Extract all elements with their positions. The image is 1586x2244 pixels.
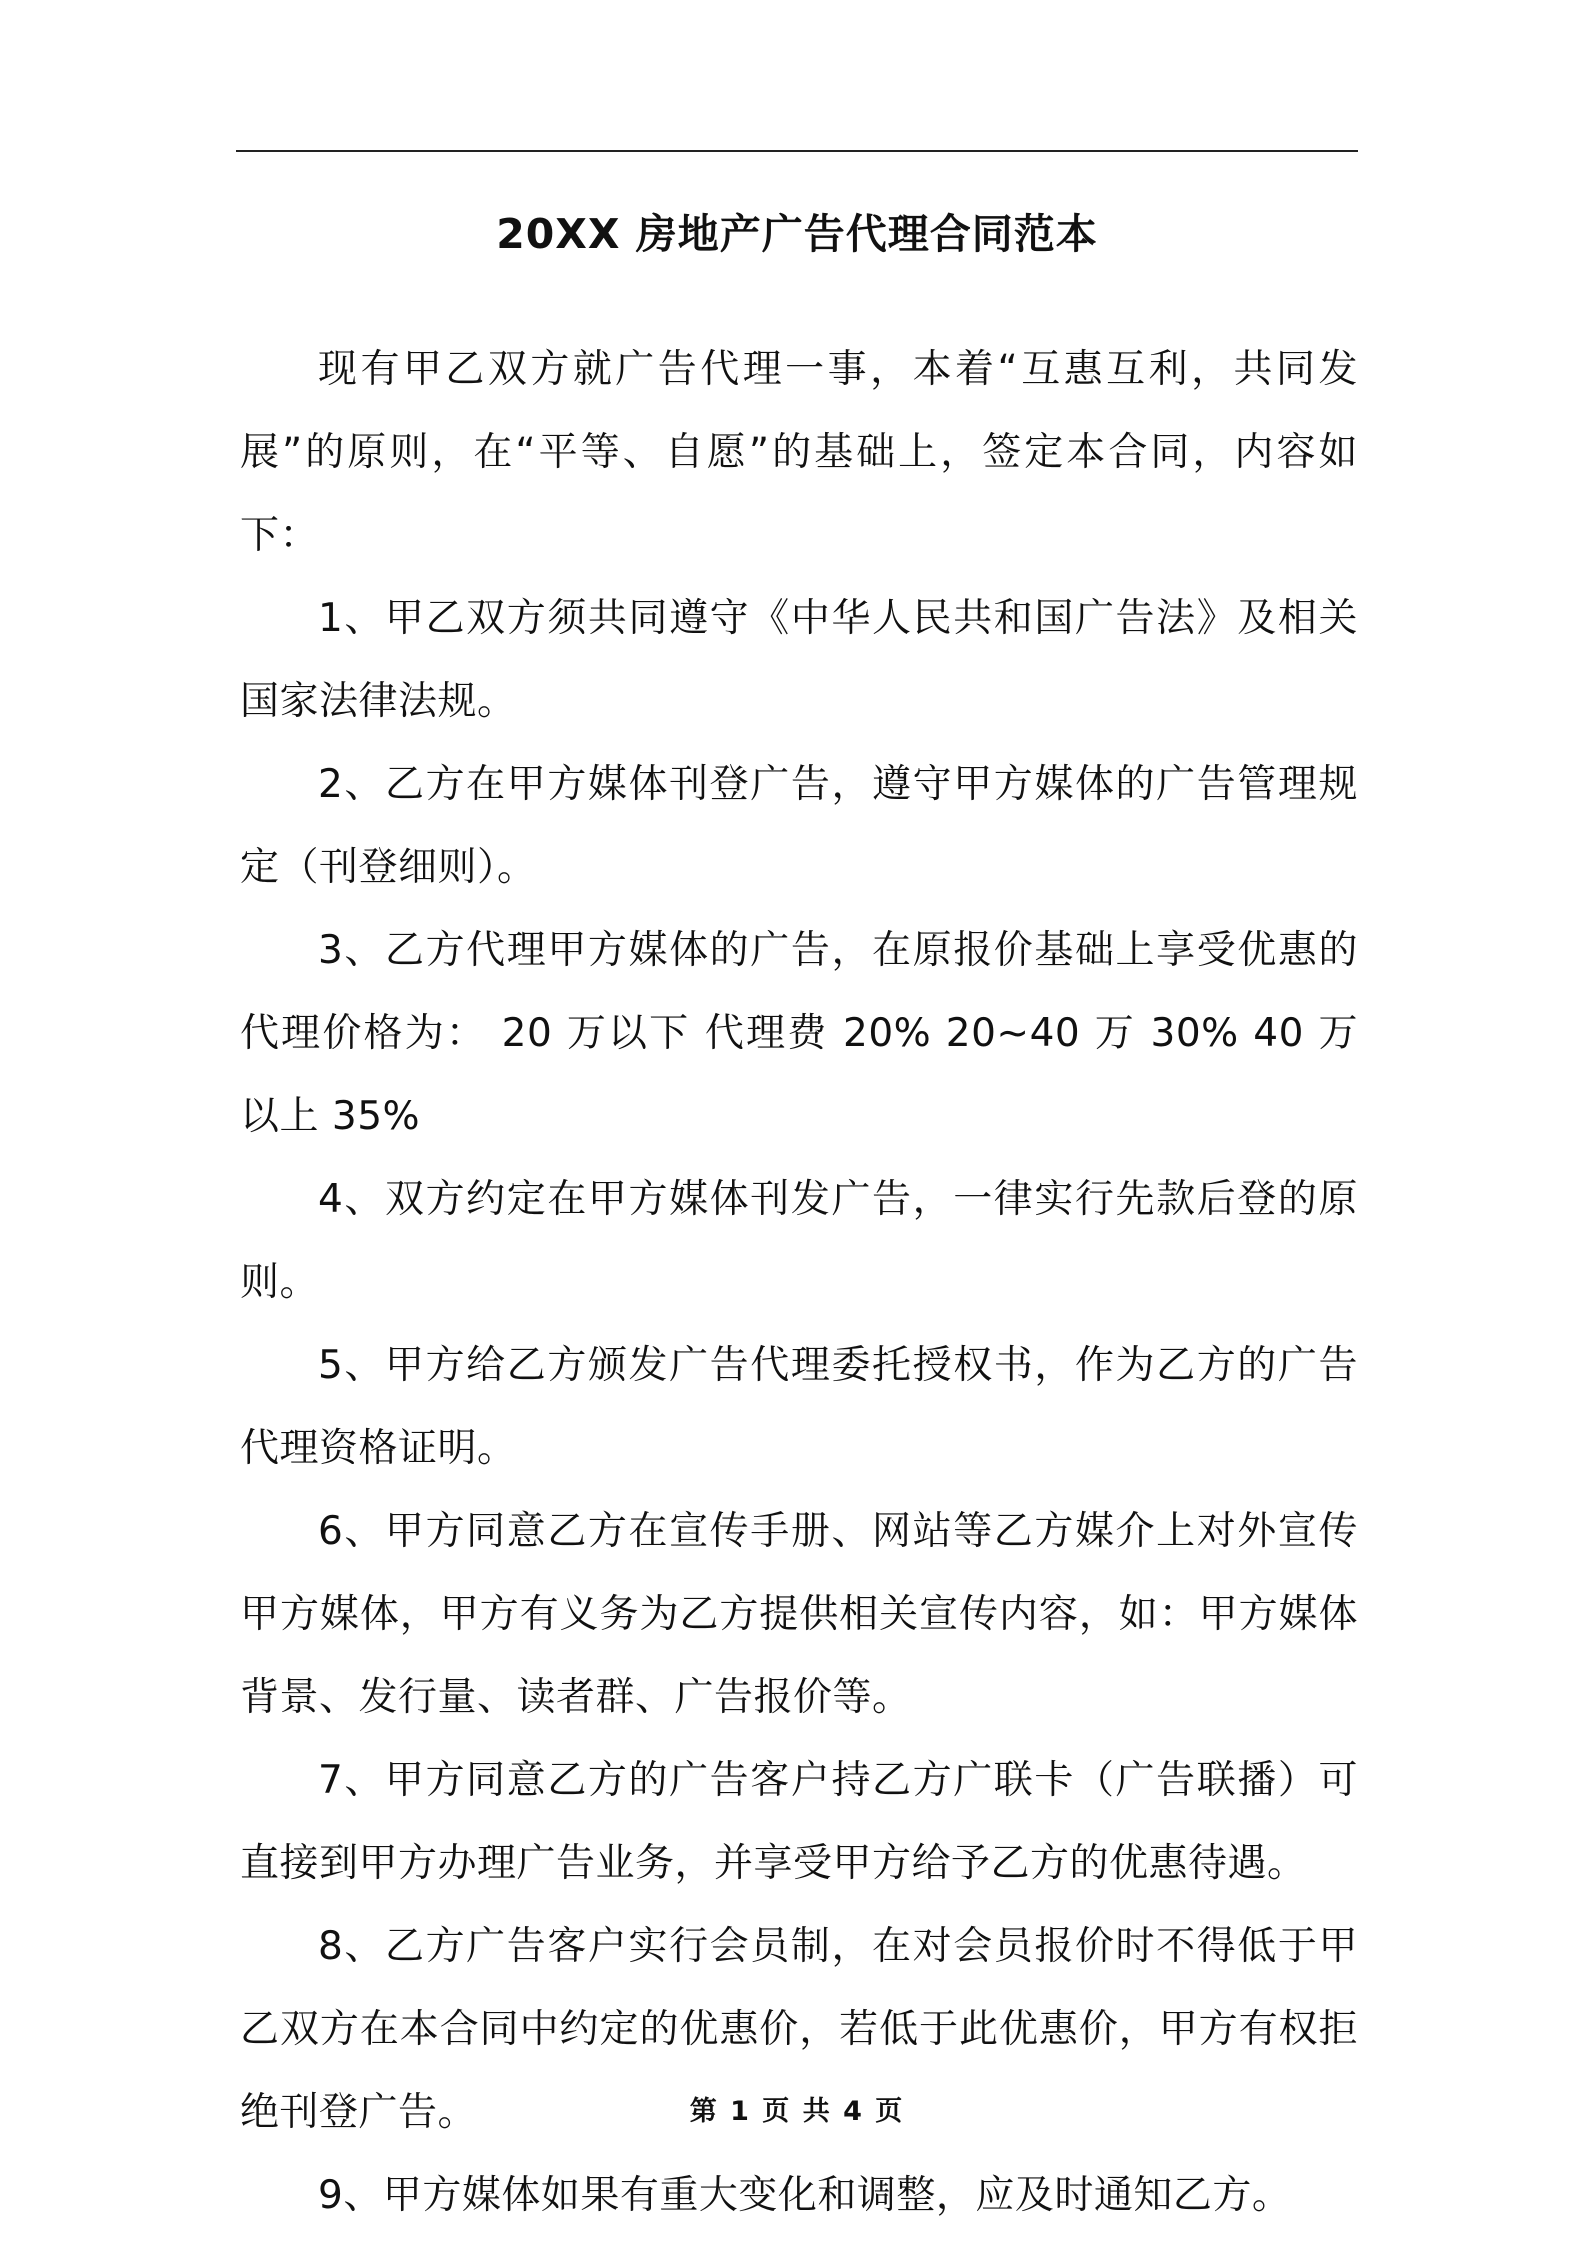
page-number: 第 1 页 共 4 页 bbox=[689, 2096, 905, 2127]
document-title: 20XX 房地产广告代理合同范本 bbox=[496, 210, 1098, 258]
clause-1: 1、甲乙双方须共同遵守《中华人民共和国广告法》及相关国家法律法规。 bbox=[240, 596, 1358, 724]
clause-7: 7、甲方同意乙方的广告客户持乙方广联卡（广告联播）可直接到甲方办理广告业务，并享受甲方给予乙方的优惠待遇。 bbox=[240, 1758, 1358, 1886]
clause-5: 5、甲方给乙方颁发广告代理委托授权书，作为乙方的广告代理资格证明。 bbox=[240, 1343, 1358, 1471]
clause-2: 2、乙方在甲方媒体刊登广告，遵守甲方媒体的广告管理规定（刊登细则）。 bbox=[240, 762, 1358, 890]
clause-4: 4、双方约定在甲方媒体刊发广告，一律实行先款后登的原则。 bbox=[240, 1177, 1358, 1305]
clause-8: 8、乙方广告客户实行会员制，在对会员报价时不得低于甲乙双方在本合同中约定的优惠价，若低于此优惠价，甲方有权拒绝刊登广告。 bbox=[240, 1924, 1358, 2135]
clause-3: 3、乙方代理甲方媒体的广告，在原报价基础上享受优惠的代理价格为： 20 万以下 代理费 20% 20~40 万 30% 40 万以上 35% bbox=[240, 928, 1358, 1139]
header-divider bbox=[236, 150, 1358, 152]
contract-body bbox=[240, 328, 1358, 2237]
intro-paragraph: 现有甲乙双方就广告代理一事，本着“互惠互利，共同发展”的原则，在“平等、自愿”的基础上，签定本合同，内容如下： bbox=[240, 347, 1358, 558]
clause-9: 9、甲方媒体如果有重大变化和调整，应及时通知乙方。 bbox=[318, 2173, 1292, 2218]
clause-6: 6、甲方同意乙方在宣传手册、网站等乙方媒介上对外宣传甲方媒体，甲方有义务为乙方提供相关宣传内容，如：甲方媒体背景、发行量、读者群、广告报价等。 bbox=[240, 1509, 1358, 1720]
